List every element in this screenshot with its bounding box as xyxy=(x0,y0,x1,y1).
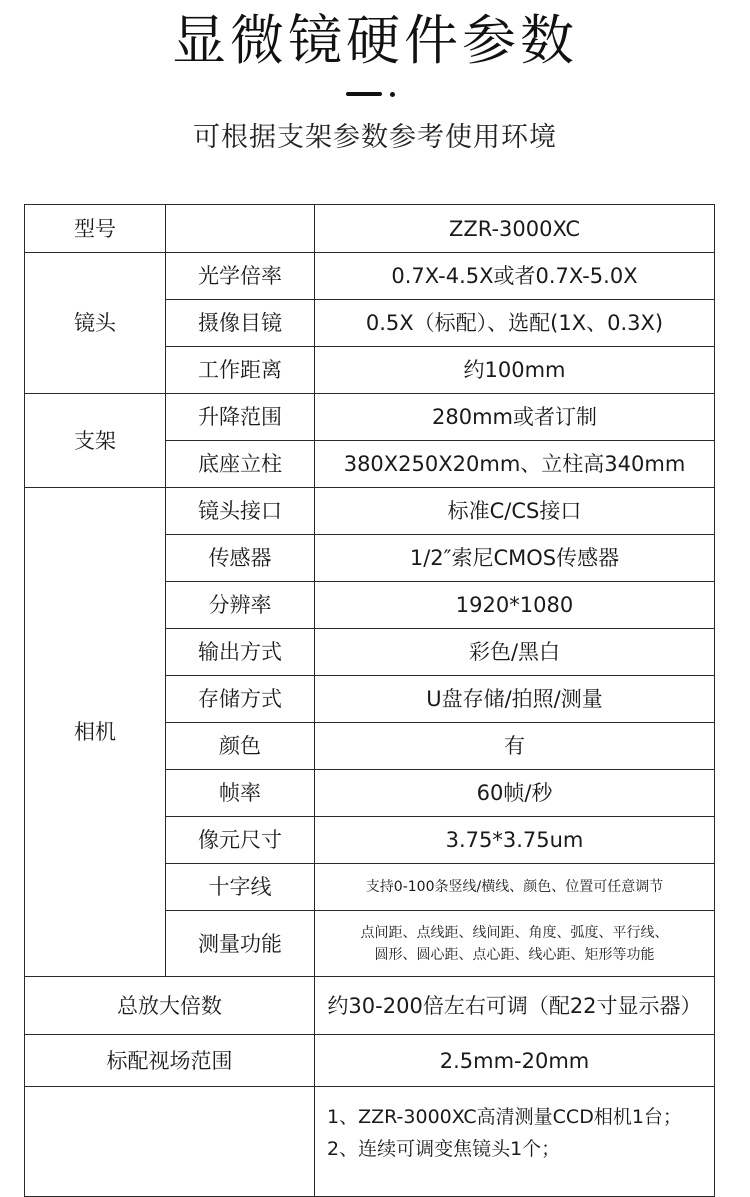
group-lens: 镜头 xyxy=(25,253,166,394)
table-row-package xyxy=(25,1087,715,1197)
row-label: 颜色 xyxy=(166,723,315,770)
label-magnification: 总放大倍数 xyxy=(25,977,315,1035)
row-label: 镜头接口 xyxy=(166,488,315,535)
row-value: 支持0-100条竖线/横线、颜色、位置可任意调节 xyxy=(315,864,715,911)
row-label: 十字线 xyxy=(166,864,315,911)
row-label: 升降范围 xyxy=(166,394,315,441)
empty-cell xyxy=(166,205,315,253)
row-label: 底座立柱 xyxy=(166,441,315,488)
row-value: 标准C/CS接口 xyxy=(315,488,715,535)
list-item: 2、连续可调变焦镜头1个； xyxy=(327,1138,561,1160)
row-label: 光学倍率 xyxy=(166,253,315,300)
row-label: 传感器 xyxy=(166,535,315,582)
group-camera: 相机 xyxy=(25,488,166,977)
row-value: U盘存储/拍照/测量 xyxy=(315,676,715,723)
row-label: 摄像目镜 xyxy=(166,300,315,347)
table-row-model xyxy=(25,205,715,253)
row-value: 0.7X-4.5X或者0.7X-5.0X xyxy=(315,253,715,300)
table-row xyxy=(25,253,715,300)
package-label-cell xyxy=(25,1087,315,1197)
row-value: 380X250X20mm、立柱高340mm xyxy=(315,441,715,488)
table-row xyxy=(25,394,715,441)
row-value: 1/2″索尼CMOS传感器 xyxy=(315,535,715,582)
table-row-magnification xyxy=(25,977,715,1035)
row-value: 60帧/秒 xyxy=(315,770,715,817)
spec-table xyxy=(24,204,715,1197)
value-model: ZZR-3000XC xyxy=(315,205,715,253)
row-value: 有 xyxy=(315,723,715,770)
page-subtitle: 可根据支架参数参考使用环境 xyxy=(193,122,557,153)
measure-line-2: 圆形、圆心距、点心距、线心距、矩形等功能 xyxy=(374,946,655,963)
row-value: 约100mm xyxy=(315,347,715,394)
row-label: 存储方式 xyxy=(166,676,315,723)
row-value: 280mm或者订制 xyxy=(315,394,715,441)
row-value: 彩色/黑白 xyxy=(315,629,715,676)
title-divider-dot xyxy=(390,92,395,97)
label-fov: 标配视场范围 xyxy=(25,1035,315,1087)
package-list xyxy=(315,1087,715,1197)
value-magnification: 约30-200倍左右可调（配22寸显示器） xyxy=(315,977,715,1035)
row-label: 像元尺寸 xyxy=(166,817,315,864)
measure-line-1: 点间距、点线距、线间距、角度、弧度、平行线、 xyxy=(360,924,669,941)
label-model: 型号 xyxy=(25,205,166,253)
row-value: 0.5X（标配）、选配(1X、0.3X) xyxy=(315,300,715,347)
table-row xyxy=(25,488,715,535)
group-stand: 支架 xyxy=(25,394,166,488)
row-value: 3.75*3.75um xyxy=(315,817,715,864)
page-title: 显微镜硬件参数 xyxy=(172,9,578,72)
row-value: 1920*1080 xyxy=(315,582,715,629)
value-fov: 2.5mm-20mm xyxy=(315,1035,715,1087)
table-row-fov xyxy=(25,1035,715,1087)
list-item: 1、ZZR-3000XC高清测量CCD相机1台； xyxy=(327,1106,682,1128)
row-value xyxy=(315,911,715,977)
row-label: 分辨率 xyxy=(166,582,315,629)
row-label: 帧率 xyxy=(166,770,315,817)
row-label: 输出方式 xyxy=(166,629,315,676)
row-label: 工作距离 xyxy=(166,347,315,394)
title-divider xyxy=(346,92,382,96)
row-label: 测量功能 xyxy=(166,911,315,977)
